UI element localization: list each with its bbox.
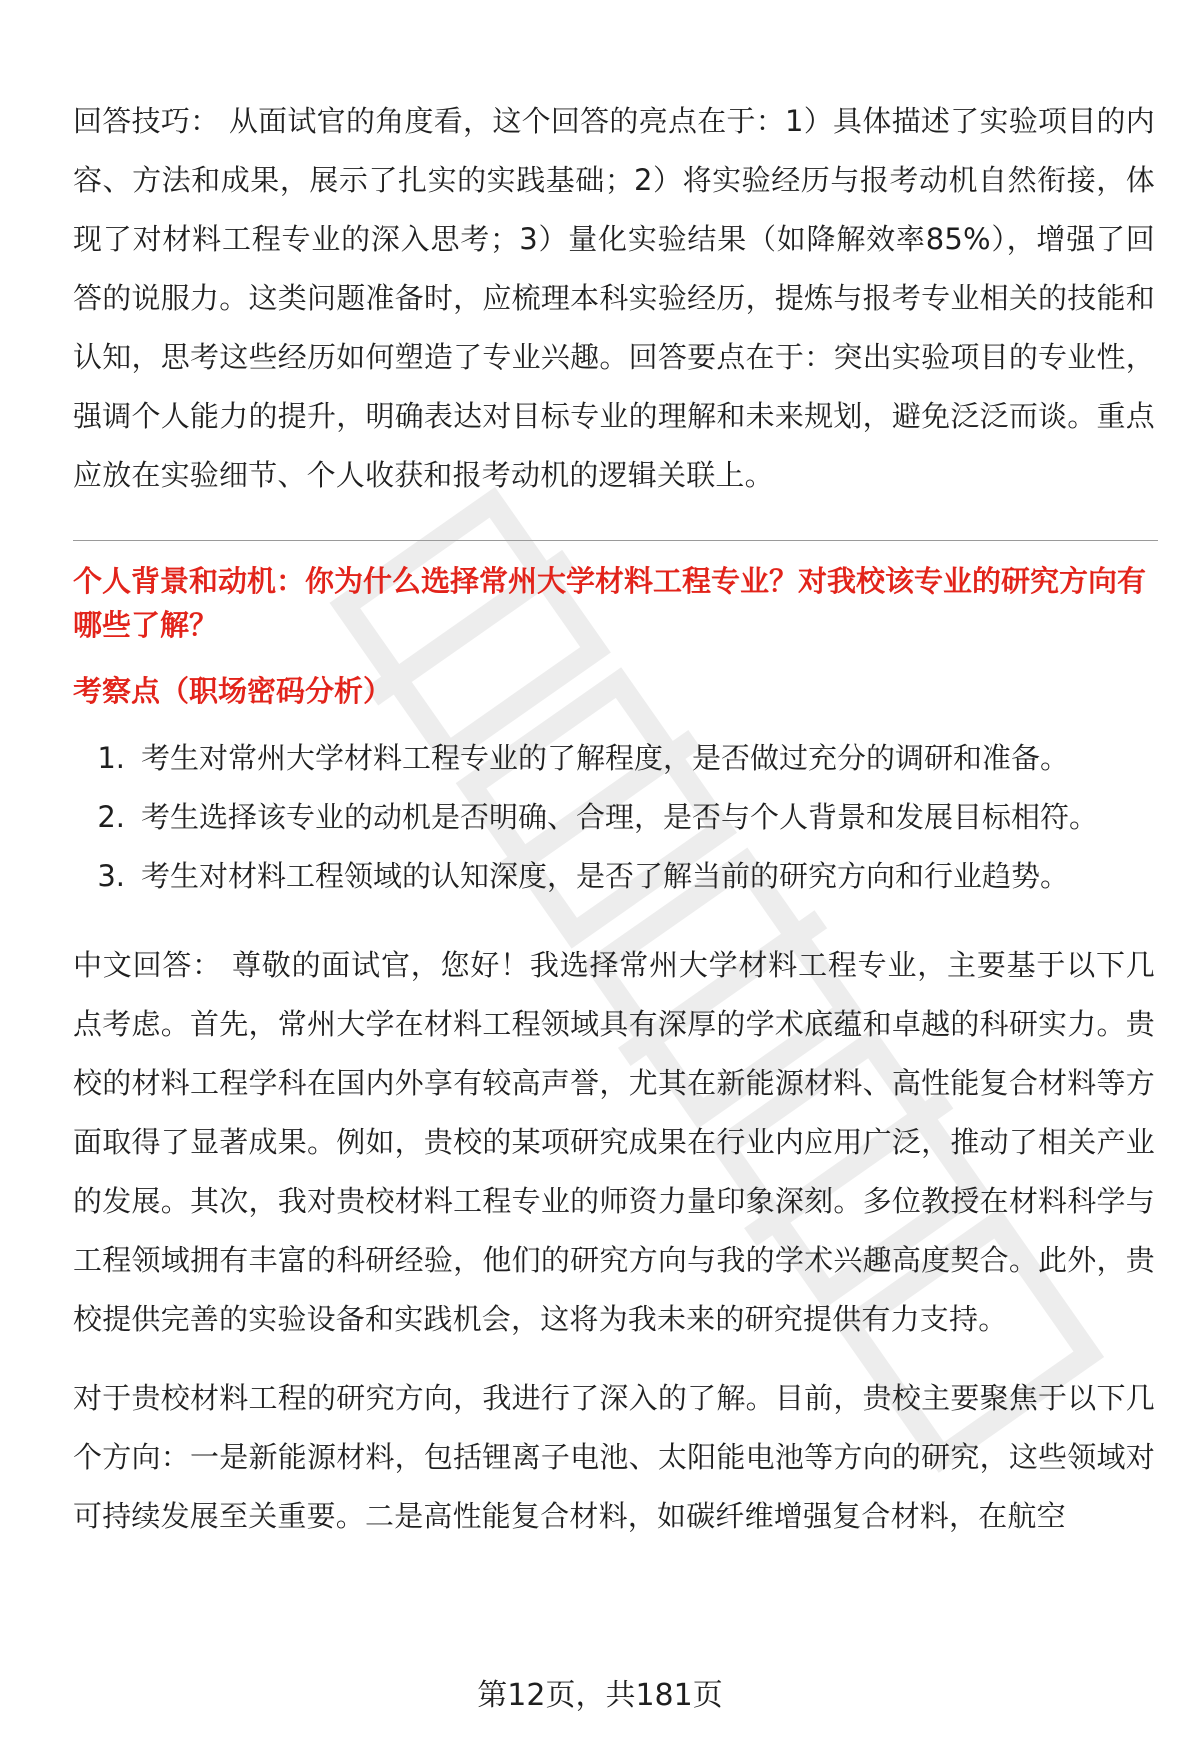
list-item-text: 考生对材料工程领域的认知深度，是否了解当前的研究方向和行业趋势。 — [141, 859, 1070, 893]
spacer — [73, 916, 1155, 936]
answer-paragraph-2: 对于贵校材料工程的研究方向，我进行了深入的了解。目前，贵校主要聚焦于以下几个方向：一是新能源材料，包括锂离子电池、太阳能电池等方向的研究，这些领域对可持续发展至关重要。二是高性能复合材料，如碳纤维增强复合材料，在航空 — [73, 1381, 1155, 1533]
main-content — [73, 92, 1155, 1546]
list-item-number: 1. — [97, 741, 125, 775]
spacer — [73, 1349, 1155, 1369]
answer-paragraph-1: 中文回答： 尊敬的面试官，您好！我选择常州大学材料工程专业，主要基于以下几点考虑。首先，常州大学在材料工程领域具有深厚的学术底蕴和卓越的科研实力。贵校的材料工程学科在国内外享有较高声誉，尤其在新能源材料、高性能复合材料等方面取得了显著成果。例如，贵校的某项研究成果在行业内应用广泛，推动了相关产业的发展。其次，我对贵校材料工程专业的师资力量印象深刻。多位教授在材料科学与工程领域拥有丰富的科研经验，他们的研究方向与我的学术兴趣高度契合。此外，贵校提供完善的实验设备和实践机会，这将为我未来的研究提供有力支持。 — [73, 948, 1155, 1336]
page-number-footer: 第12页，共181页 — [477, 1678, 723, 1713]
list-item-number: 2. — [97, 800, 125, 834]
list-item — [73, 729, 1155, 788]
list-item-text: 考生对常州大学材料工程专业的了解程度，是否做过充分的调研和准备。 — [141, 741, 1070, 775]
answer-tip-paragraph: 回答技巧： 从面试官的角度看，这个回答的亮点在于：1）具体描述了实验项目的内容、方法和成果，展示了扎实的实践基础；2）将实验经历与报考动机自然衔接，体现了对材料工程专业的深入思考；3）量化实验结果（如降解效率85%），增强了回答的说服力。这类问题准备时，应梳理本科实验经历，提炼与报考专业相关的技能和认知，思考这些经历如何塑造了专业兴趣。回答要点在于：突出实验项目的专业性，强调个人能力的提升，明确表达对目标专业的理解和未来规划，避免泛泛而谈。重点应放在实验细节、个人收获和报考动机的逻辑关联上。 — [73, 104, 1155, 492]
list-item-number: 3. — [97, 859, 125, 893]
list-item-text: 考生选择该专业的动机是否明确、合理，是否与个人背景和发展目标相符。 — [141, 800, 1099, 834]
question-heading: 个人背景和动机：你为什么选择常州大学材料工程专业？对我校该专业的研究方向有哪些了解？ — [73, 564, 1147, 642]
list-item — [73, 847, 1155, 906]
assessment-points-list — [73, 729, 1155, 906]
section-divider — [73, 540, 1158, 541]
list-item — [73, 788, 1155, 847]
assessment-points-heading: 考察点（职场密码分析） — [73, 674, 393, 708]
